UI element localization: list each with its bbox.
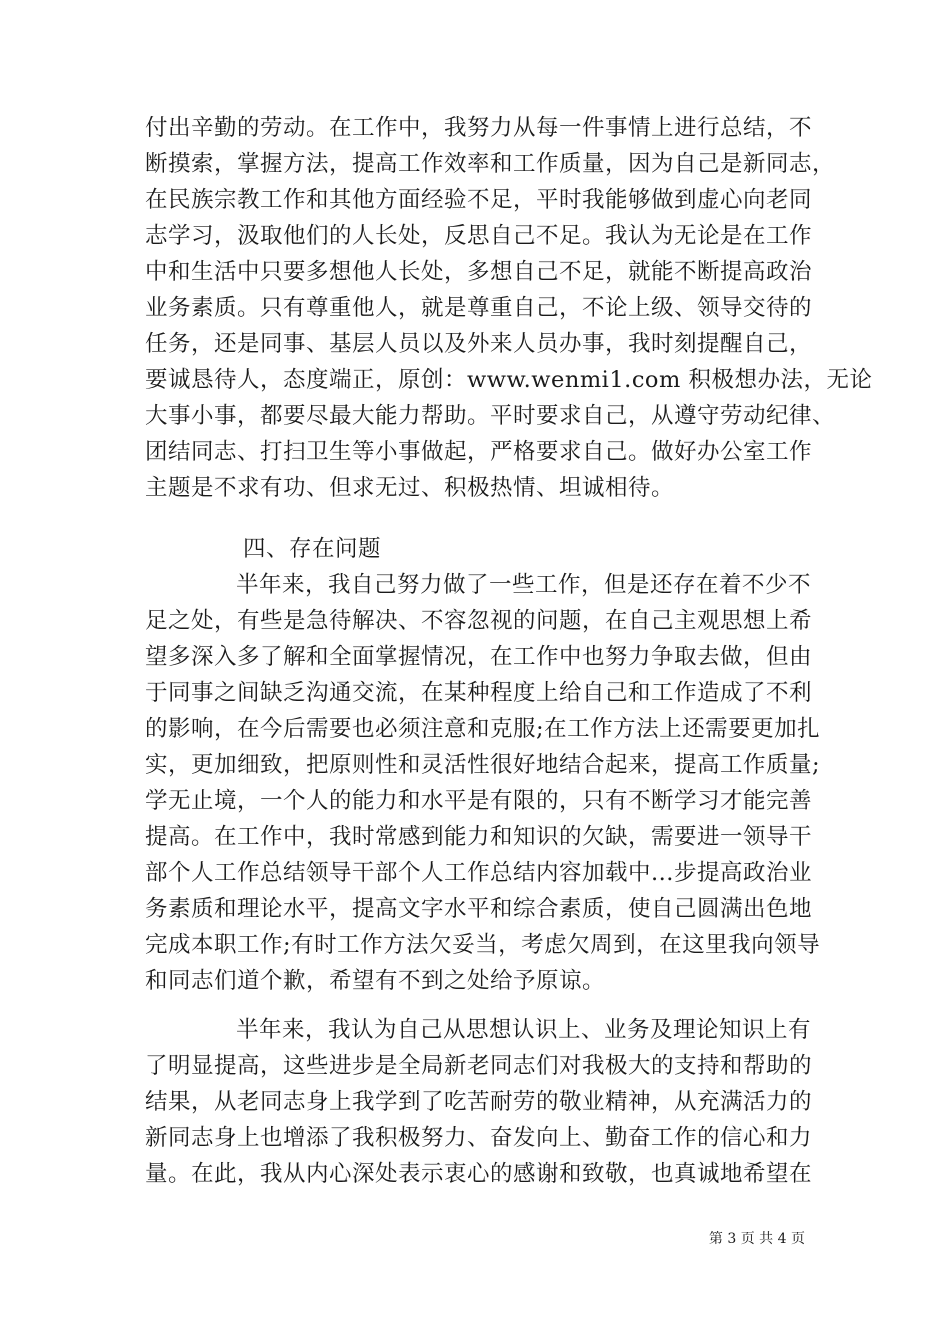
text-line: 了明显提高，这些进步是全局新老同志们对我极大的支持和帮助的 — [145, 1053, 813, 1079]
text-line: 主题是不求有功、但求无过、积极热情、坦诚相待。 — [145, 475, 675, 501]
text-line: 和同志们道个歉，希望有不到之处给予原谅。 — [145, 968, 606, 994]
text-line: 任务，还是同事、基层人员以及外来人员办事，我时刻提醒自己， — [145, 331, 813, 357]
text-line: 半年来，我自己努力做了一些工作，但是还存在着不少不 — [236, 572, 812, 598]
text-line: 的影响，在今后需要也必须注意和克服;在工作方法上还需要更加扎 — [145, 716, 821, 742]
text-line: 于同事之间缺乏沟通交流，在某种程度上给自己和工作造成了不利 — [145, 680, 813, 706]
text-line: 业务素质。只有尊重他人，就是尊重自己，不论上级、领导交待的 — [145, 295, 813, 321]
text-line: 大事小事，都要尽最大能力帮助。平时要求自己，从遵守劳动纪律、 — [145, 403, 836, 429]
text-line: 要诚恳待人，态度端正，原创：www.wenmi1.com 积极想办法，无论 — [145, 367, 873, 393]
text-line: 学无止境，一个人的能力和水平是有限的，只有不断学习才能完善 — [145, 788, 813, 814]
text-line: 量。在此，我从内心深处表示衷心的感谢和致敬，也真诚地希望在 — [145, 1161, 813, 1187]
text-line: 新同志身上也增添了我积极努力、奋发向上、勤奋工作的信心和力 — [145, 1125, 813, 1151]
text-line: 结果，从老同志身上我学到了吃苦耐劳的敬业精神，从充满活力的 — [145, 1089, 813, 1115]
text-line: 团结同志、打扫卫生等小事做起，严格要求自己。做好办公室工作 — [145, 439, 813, 465]
text-line: 务素质和理论水平，提高文字水平和综合素质，使自己圆满出色地 — [145, 896, 813, 922]
text-line: 中和生活中只要多想他人长处，多想自己不足，就能不断提高政治 — [145, 259, 813, 285]
text-line: 足之处，有些是急待解决、不容忽视的问题，在自己主观思想上希 — [145, 608, 813, 634]
text-line: 完成本职工作;有时工作方法欠妥当，考虑欠周到，在这里我向领导 — [145, 932, 821, 958]
text-line: 断摸索，掌握方法，提高工作效率和工作质量，因为自己是新同志， — [145, 151, 836, 177]
text-line: 实，更加细致，把原则性和灵活性很好地结合起来，提高工作质量; — [145, 752, 821, 778]
text-line: 提高。在工作中，我时常感到能力和知识的欠缺，需要进一领导干 — [145, 824, 813, 850]
text-line: 志学习，汲取他们的人长处，反思自己不足。我认为无论是在工作 — [145, 223, 813, 249]
text-line: 付出辛勤的劳动。在工作中，我努力从每一件事情上进行总结，不 — [145, 115, 813, 141]
page-indicator: 第 3 页 共 4 页 — [708, 1231, 805, 1247]
text-line: 部个人工作总结领导干部个人工作总结内容加载中...步提高政治业 — [145, 860, 812, 886]
section-heading: 四、存在问题 — [243, 536, 382, 562]
text-line: 半年来，我认为自己从思想认识上、业务及理论知识上有 — [236, 1017, 812, 1043]
text-line: 望多深入多了解和全面掌握情况，在工作中也努力争取去做，但由 — [145, 644, 813, 670]
text-line: 在民族宗教工作和其他方面经验不足，平时我能够做到虚心向老同 — [145, 187, 813, 213]
